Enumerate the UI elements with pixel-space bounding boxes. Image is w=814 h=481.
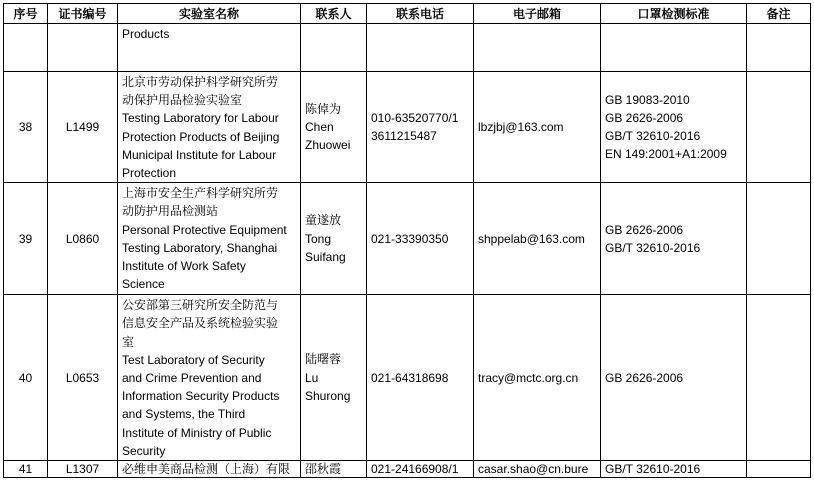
seq-value: 41 [18, 462, 33, 477]
lab-name-line: Testing Laboratory, Shanghai [122, 240, 278, 255]
contact-cell [301, 72, 367, 183]
remark-cell [747, 24, 811, 72]
standard-line: GB 2626-2006 [605, 222, 684, 237]
contact-line: Suifang [305, 249, 346, 264]
email-cell [474, 72, 601, 183]
email-cell [474, 24, 601, 72]
table-row [4, 295, 811, 461]
lab-name-line: Products [122, 27, 170, 41]
cert-cell [48, 461, 118, 478]
remark-cell [747, 183, 811, 295]
email-value: casar.shao@cn.bure [478, 462, 589, 477]
standard-line: GB 2626-2006 [605, 370, 684, 385]
phone-cell [367, 183, 474, 295]
lab-name-cell [118, 24, 301, 72]
header-remark: 备注 [747, 4, 811, 24]
standard-line: GB 2626-2006 [605, 110, 684, 125]
seq-cell [4, 295, 48, 461]
standard-line: GB/T 32610-2016 [605, 129, 701, 144]
phone-line: 021-64318698 [371, 370, 449, 385]
email-cell [474, 183, 601, 295]
remark-cell [747, 72, 811, 183]
lab-name-line: Testing Laboratory for Labour [122, 111, 279, 126]
contact-cell [301, 183, 367, 295]
lab-name-line: and Crime Prevention and [122, 371, 262, 386]
lab-name-line: Security [122, 443, 166, 458]
lab-name-cell [118, 72, 301, 183]
email-cell [474, 461, 601, 478]
lab-name-cell [118, 461, 301, 478]
contact-line: Shurong [305, 388, 351, 403]
table-row [4, 24, 811, 72]
phone-line: 3611215487 [371, 129, 437, 144]
cert-number: L0860 [65, 231, 100, 246]
table-row [4, 183, 811, 295]
contact-line: Zhuowei [305, 138, 351, 153]
header-email: 电子邮箱 [474, 4, 601, 24]
lab-name-line: 动防护用品检测站 [122, 204, 219, 219]
header-cert: 证书编号 [48, 4, 118, 24]
phone-line: 010-63520770/1 [371, 110, 459, 125]
cert-number: L1499 [65, 120, 100, 134]
seq-cell [4, 24, 48, 72]
lab-name-line: Municipal Institute for Labour [122, 147, 277, 162]
standard-cell [601, 183, 747, 295]
contact-line: Chen [305, 120, 334, 134]
table-row [4, 72, 811, 183]
standard-line: GB 19083-2010 [605, 92, 690, 107]
lab-name-line: 上海市安全生产科学研究所劳 [122, 186, 279, 201]
email-cell [474, 295, 601, 461]
seq-value: 38 [18, 120, 33, 134]
lab-name-line: Information Security Products [122, 389, 280, 404]
lab-name-line: 室 [122, 334, 135, 349]
lab-name-line: Personal Protective Equipment [122, 222, 287, 237]
email-value: tracy@mctc.org.cn [478, 370, 579, 385]
standard-cell [601, 461, 747, 478]
contact-line: Tong [305, 231, 332, 246]
phone-cell [367, 72, 474, 183]
header-standard: 口罩检测标准 [601, 4, 747, 24]
seq-value: 39 [18, 231, 33, 246]
lab-table [3, 3, 811, 478]
seq-cell [4, 461, 48, 478]
lab-name-line: 必维申美商品检测（上海）有限 [122, 462, 291, 477]
cert-number: L0653 [65, 370, 100, 385]
seq-value: 40 [18, 370, 33, 385]
lab-name-line: 公安部第三研究所安全防范与 [122, 298, 279, 313]
email-value: shppelab@163.com [478, 231, 585, 246]
remark-cell [747, 461, 811, 478]
standard-cell [601, 24, 747, 72]
phone-cell [367, 24, 474, 72]
cert-cell [48, 24, 118, 72]
lab-name-line: Protection Products of Beijing [122, 129, 280, 144]
lab-name-cell [118, 183, 301, 295]
contact-line: 陈倬为 [305, 101, 342, 116]
header-contact: 联系人 [301, 4, 367, 24]
contact-cell [301, 24, 367, 72]
contact-cell [301, 295, 367, 461]
header-lab: 实验室名称 [118, 4, 301, 24]
contact-line: 陆曙蓉 [305, 352, 342, 367]
cert-number: L1307 [65, 462, 100, 477]
contact-line: Lu [305, 370, 319, 385]
standard-line: GB/T 32610-2016 [605, 462, 701, 477]
standard-line: EN 149:2001+A1:2009 [605, 147, 727, 162]
contact-line: 邵秋霞 [305, 462, 342, 477]
header-row [4, 4, 811, 24]
cert-cell [48, 72, 118, 183]
header-seq: 序号 [4, 4, 48, 24]
standard-cell [601, 295, 747, 461]
cert-cell [48, 183, 118, 295]
lab-name-line: Test Laboratory of Security [122, 352, 265, 367]
header-phone: 联系电话 [367, 4, 474, 24]
lab-name-line: Protection [122, 166, 177, 181]
contact-line: 童遂放 [305, 213, 342, 228]
standard-line: GB/T 32610-2016 [605, 240, 701, 255]
email-value: lbzjbj@163.com [478, 120, 564, 134]
seq-cell [4, 72, 48, 183]
phone-cell [367, 461, 474, 478]
lab-name-line: Institute of Work Safety [122, 259, 246, 274]
table-row [4, 461, 811, 478]
phone-line: 021-24166908/1 [371, 462, 459, 477]
lab-name-line: Science [122, 277, 165, 292]
lab-name-line: 北京市劳动保护科学研究所劳 [122, 75, 279, 89]
phone-cell [367, 295, 474, 461]
contact-cell [301, 461, 367, 478]
phone-line: 021-33390350 [371, 231, 449, 246]
remark-cell [747, 295, 811, 461]
lab-name-cell [118, 295, 301, 461]
lab-name-line: Institute of Ministry of Public [122, 425, 272, 440]
lab-name-line: 动保护用品检验实验室 [122, 93, 243, 108]
lab-name-line: 信息安全产品及系统检验实验 [122, 316, 279, 331]
lab-name-line: and Systems, the Third [122, 407, 246, 422]
cert-cell [48, 295, 118, 461]
standard-cell [601, 72, 747, 183]
seq-cell [4, 183, 48, 295]
